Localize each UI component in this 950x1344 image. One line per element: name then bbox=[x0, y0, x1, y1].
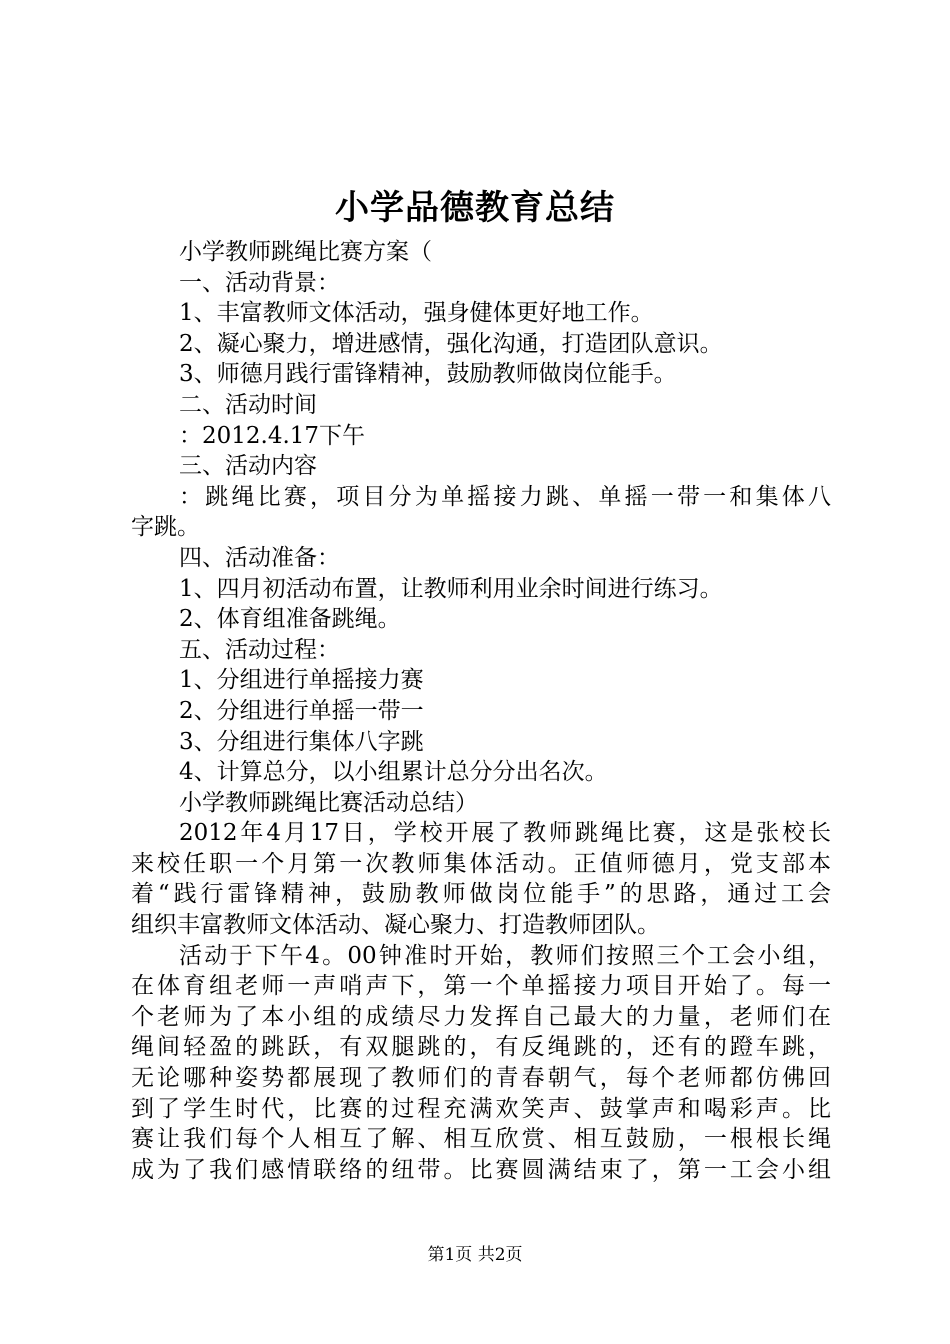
section-heading: 二、活动时间 bbox=[179, 391, 317, 418]
text-line: 小学教师跳绳比赛方案（ bbox=[179, 239, 432, 265]
text-line: ：跳绳比赛，项目分为单摇接力跳、单摇一带一和集体八 bbox=[179, 483, 831, 510]
text-line: 绳间轻盈的跳跃，有双腿跳的，有反绳跳的，还有的蹬车跳， bbox=[131, 1034, 831, 1061]
text-line: 赛让我们每个人相互了解、相互欣赏、相互鼓励，一根根长绳 bbox=[131, 1126, 831, 1153]
text-line: 着“践行雷锋精神，鼓励教师做岗位能手”的思路，通过工会 bbox=[131, 881, 831, 908]
text-line: 3、分组进行集体八字跳 bbox=[179, 728, 424, 755]
text-line: 成为了我们感情联络的纽带。比赛圆满结束了，第一工会小组 bbox=[131, 1156, 831, 1183]
document-body bbox=[131, 237, 831, 1185]
text-line: 个老师为了本小组的成绩尽力发挥自己最大的力量，老师们在 bbox=[131, 1003, 831, 1030]
text-line: 来校任职一个月第一次教师集体活动。正值师德月，党支部本 bbox=[131, 850, 831, 877]
text-line: 1、分组进行单摇接力赛 bbox=[179, 667, 424, 694]
page-footer: 第1页 共2页 bbox=[427, 1245, 523, 1265]
text-line: 3、师德月践行雷锋精神，鼓励教师做岗位能手。 bbox=[179, 361, 677, 388]
text-line: 2、体育组准备跳绳。 bbox=[179, 606, 401, 633]
text-line: 2、分组进行单摇一带一 bbox=[179, 697, 424, 724]
text-line: ：2012.4.17下午 bbox=[179, 422, 366, 449]
text-line: 活动于下午4。00钟准时开始，教师们按照三个工会小组， bbox=[179, 942, 831, 969]
text-line: 2、凝心聚力，增进感情，强化沟通，打造团队意识。 bbox=[179, 330, 723, 357]
text-line: 4、计算总分，以小组累计总分分出名次。 bbox=[179, 759, 608, 786]
section-heading: 三、活动内容 bbox=[179, 453, 317, 480]
text-line: 字跳。 bbox=[131, 514, 200, 541]
text-line: 1、四月初活动布置，让教师利用业余时间进行练习。 bbox=[179, 575, 723, 602]
text-line: 组织丰富教师文体活动、凝心聚力、打造教师团队。 bbox=[131, 912, 660, 939]
text-line: 无论哪种姿势都展现了教师们的青春朝气，每个老师都仿佛回 bbox=[131, 1065, 831, 1092]
document-title: 小学品德教育总结 bbox=[335, 188, 615, 228]
text-line: 在体育组老师一声哨声下，第一个单摇接力项目开始了。每一 bbox=[131, 973, 831, 1000]
text-line: 小学教师跳绳比赛活动总结） bbox=[179, 789, 478, 816]
text-line: 2012年4月17日，学校开展了教师跳绳比赛，这是张校长 bbox=[179, 820, 831, 847]
section-heading: 一、活动背景： bbox=[179, 269, 340, 296]
text-line: 到了学生时代，比赛的过程充满欢笑声、鼓掌声和喝彩声。比 bbox=[131, 1095, 831, 1122]
section-heading: 四、活动准备： bbox=[179, 544, 340, 571]
text-line: 1、丰富教师文体活动，强身健体更好地工作。 bbox=[179, 300, 654, 327]
section-heading: 五、活动过程： bbox=[179, 636, 340, 663]
